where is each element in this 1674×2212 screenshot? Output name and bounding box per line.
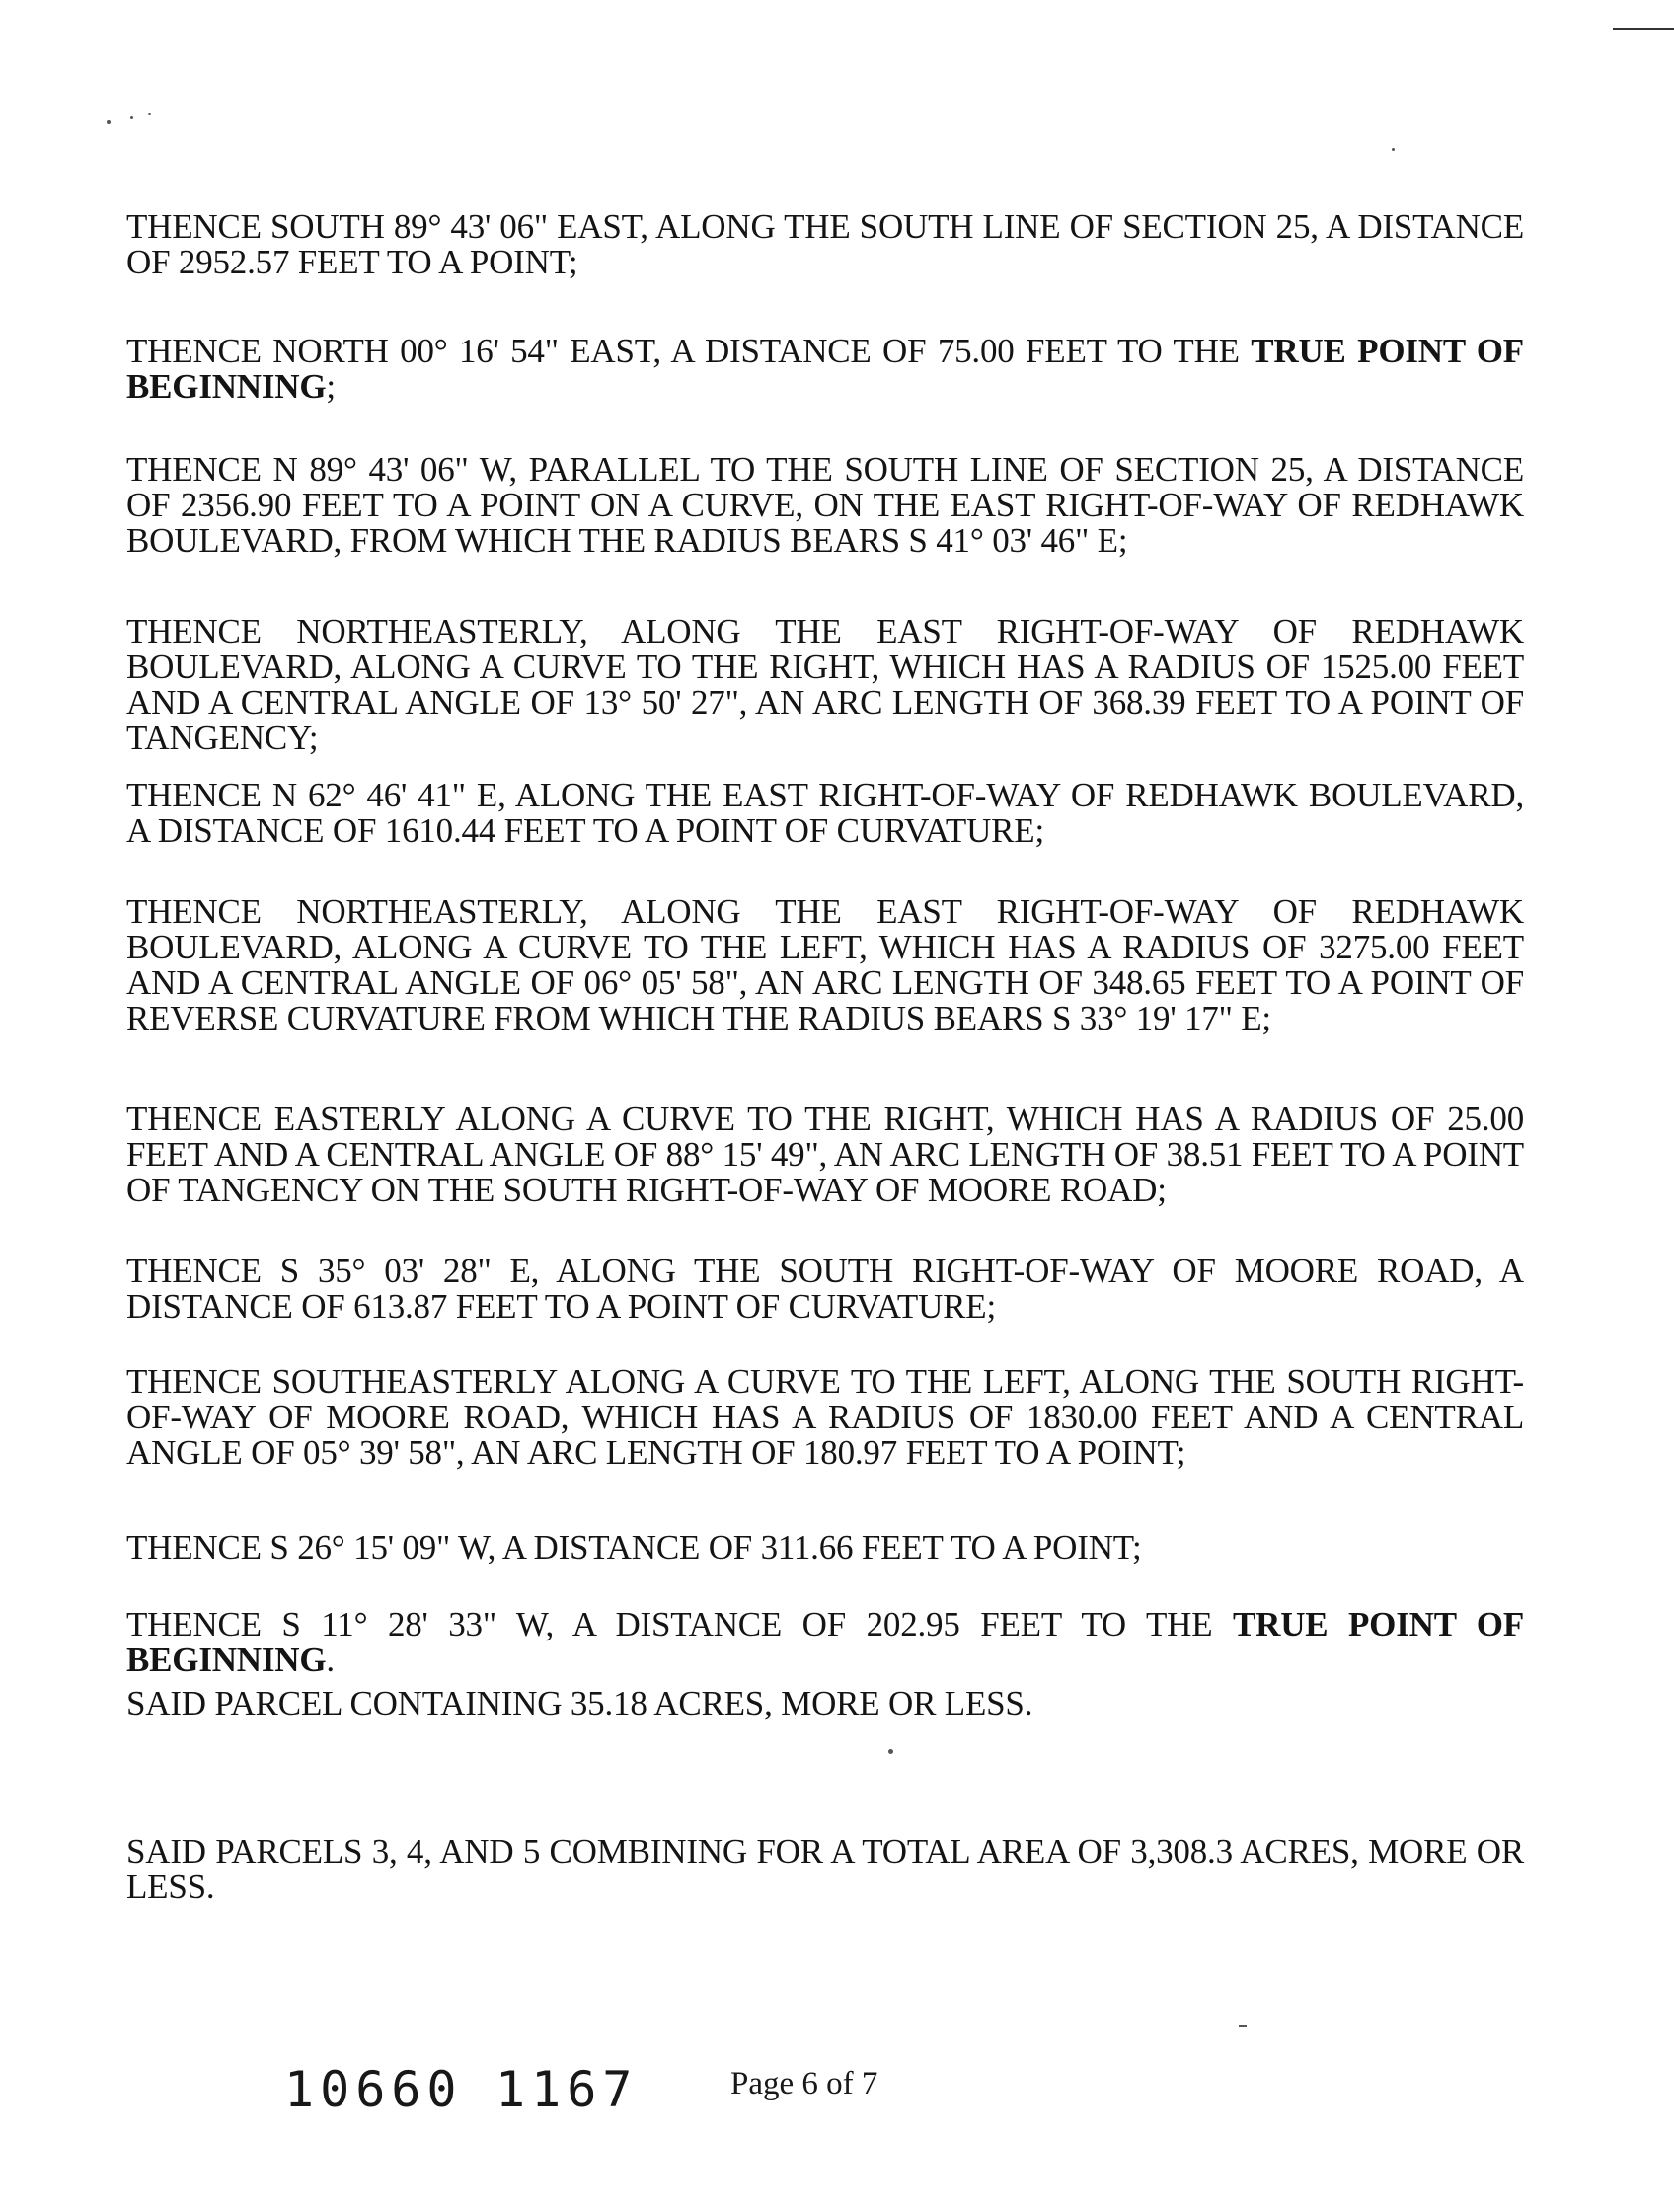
paragraph-text: THENCE EASTERLY ALONG A CURVE TO THE RIGHT, WHICH HAS A RADIUS OF 25.00 FEET AND A CENTRAL ANGLE OF 88° 15' 49", AN ARC LENGTH OF 38.51 FEET TO A POINT OF TANGENCY ON THE SOUTH RIGHT-OF-WAY OF MOORE ROAD;	[126, 1100, 1524, 1209]
scan-speck	[888, 1749, 893, 1754]
paragraph-text: SAID PARCELS 3, 4, AND 5 COMBINING FOR A TOTAL AREA OF 3,308.3 ACRES, MORE OR LESS.	[126, 1832, 1524, 1906]
book-number: 10660	[284, 2061, 463, 2118]
paragraph	[126, 1607, 1524, 1678]
bold-text: TRUE POINT OF BEGINNING	[126, 332, 1524, 406]
paragraph-text: THENCE S 26° 15' 09" W, A DISTANCE OF 311.66 FEET TO A POINT;	[126, 1528, 1142, 1566]
page-reference-number: 1167	[495, 2061, 639, 2118]
paragraph	[126, 209, 1524, 280]
paragraph	[126, 1364, 1524, 1471]
paragraph	[126, 894, 1524, 1036]
paragraph	[126, 1254, 1524, 1325]
scan-speck	[107, 120, 111, 124]
page-number: Page 6 of 7	[730, 2066, 878, 2101]
paragraph	[126, 1686, 1524, 1721]
paragraph	[126, 334, 1524, 405]
paragraph-text: THENCE SOUTH 89° 43' 06" EAST, ALONG THE SOUTH LINE OF SECTION 25, A DISTANCE OF 2952.57 FEET TO A POINT;	[126, 207, 1524, 281]
paragraph-text: THENCE N 62° 46' 41" E, ALONG THE EAST RIGHT-OF-WAY OF REDHAWK BOULEVARD, A DISTANCE OF 1610.44 FEET TO A POINT OF CURVATURE;	[126, 776, 1524, 850]
scan-speck	[130, 116, 133, 119]
bold-text: TRUE POINT OF BEGINNING	[126, 1605, 1524, 1679]
paragraph-text: THENCE SOUTHEASTERLY ALONG A CURVE TO THE LEFT, ALONG THE SOUTH RIGHT-OF-WAY OF MOORE ROAD, WHICH HAS A RADIUS OF 1830.00 FEET AND A CENTRAL ANGLE OF 05° 39' 58", AN ARC LENGTH OF 180.97 FEET TO A POINT;	[126, 1362, 1524, 1472]
paragraph	[126, 1102, 1524, 1208]
paragraph-text: THENCE NORTHEASTERLY, ALONG THE EAST RIGHT-OF-WAY OF REDHAWK BOULEVARD, ALONG A CURVE TO THE RIGHT, WHICH HAS A RADIUS OF 1525.00 FEET AND A CENTRAL ANGLE OF 13° 50' 27", AN ARC LENGTH OF 368.39 FEET TO A POINT OF TANGENCY;	[126, 612, 1524, 757]
paragraph	[126, 1834, 1524, 1905]
paragraph	[126, 452, 1524, 559]
paragraph	[126, 778, 1524, 849]
paragraph	[126, 614, 1524, 756]
paragraph-text: THENCE S 35° 03' 28" E, ALONG THE SOUTH RIGHT-OF-WAY OF MOORE ROAD, A DISTANCE OF 613.87 FEET TO A POINT OF CURVATURE;	[126, 1252, 1524, 1326]
paragraph-text: THENCE NORTH 00° 16' 54" EAST, A DISTANCE OF 75.00 FEET TO THE	[126, 332, 1252, 370]
paragraph-text: ;	[326, 367, 336, 406]
paragraph	[126, 1530, 1524, 1565]
scan-speck	[1392, 148, 1395, 151]
paragraph-text: SAID PARCEL CONTAINING 35.18 ACRES, MORE OR LESS.	[126, 1684, 1033, 1722]
scan-speck	[148, 113, 151, 115]
paragraph-text: THENCE S 11° 28' 33" W, A DISTANCE OF 202.95 FEET TO THE	[126, 1605, 1233, 1643]
paragraph-text: THENCE N 89° 43' 06" W, PARALLEL TO THE SOUTH LINE OF SECTION 25, A DISTANCE OF 2356.90 FEET TO A POINT ON A CURVE, ON THE EAST RIGHT-OF-WAY OF REDHAWK BOULEVARD, FROM WHICH THE RADIUS BEARS S 41° 03' 46" E;	[126, 450, 1524, 560]
scan-speck	[1239, 2025, 1247, 2027]
scan-mark	[1613, 28, 1674, 30]
paragraph-text: .	[326, 1640, 335, 1679]
paragraph-text: THENCE NORTHEASTERLY, ALONG THE EAST RIGHT-OF-WAY OF REDHAWK BOULEVARD, ALONG A CURVE TO THE LEFT, WHICH HAS A RADIUS OF 3275.00 FEET AND A CENTRAL ANGLE OF 06° 05' 58", AN ARC LENGTH OF 348.65 FEET TO A POINT OF REVERSE CURVATURE FROM WHICH THE RADIUS BEARS S 33° 19' 17" E;	[126, 892, 1524, 1037]
